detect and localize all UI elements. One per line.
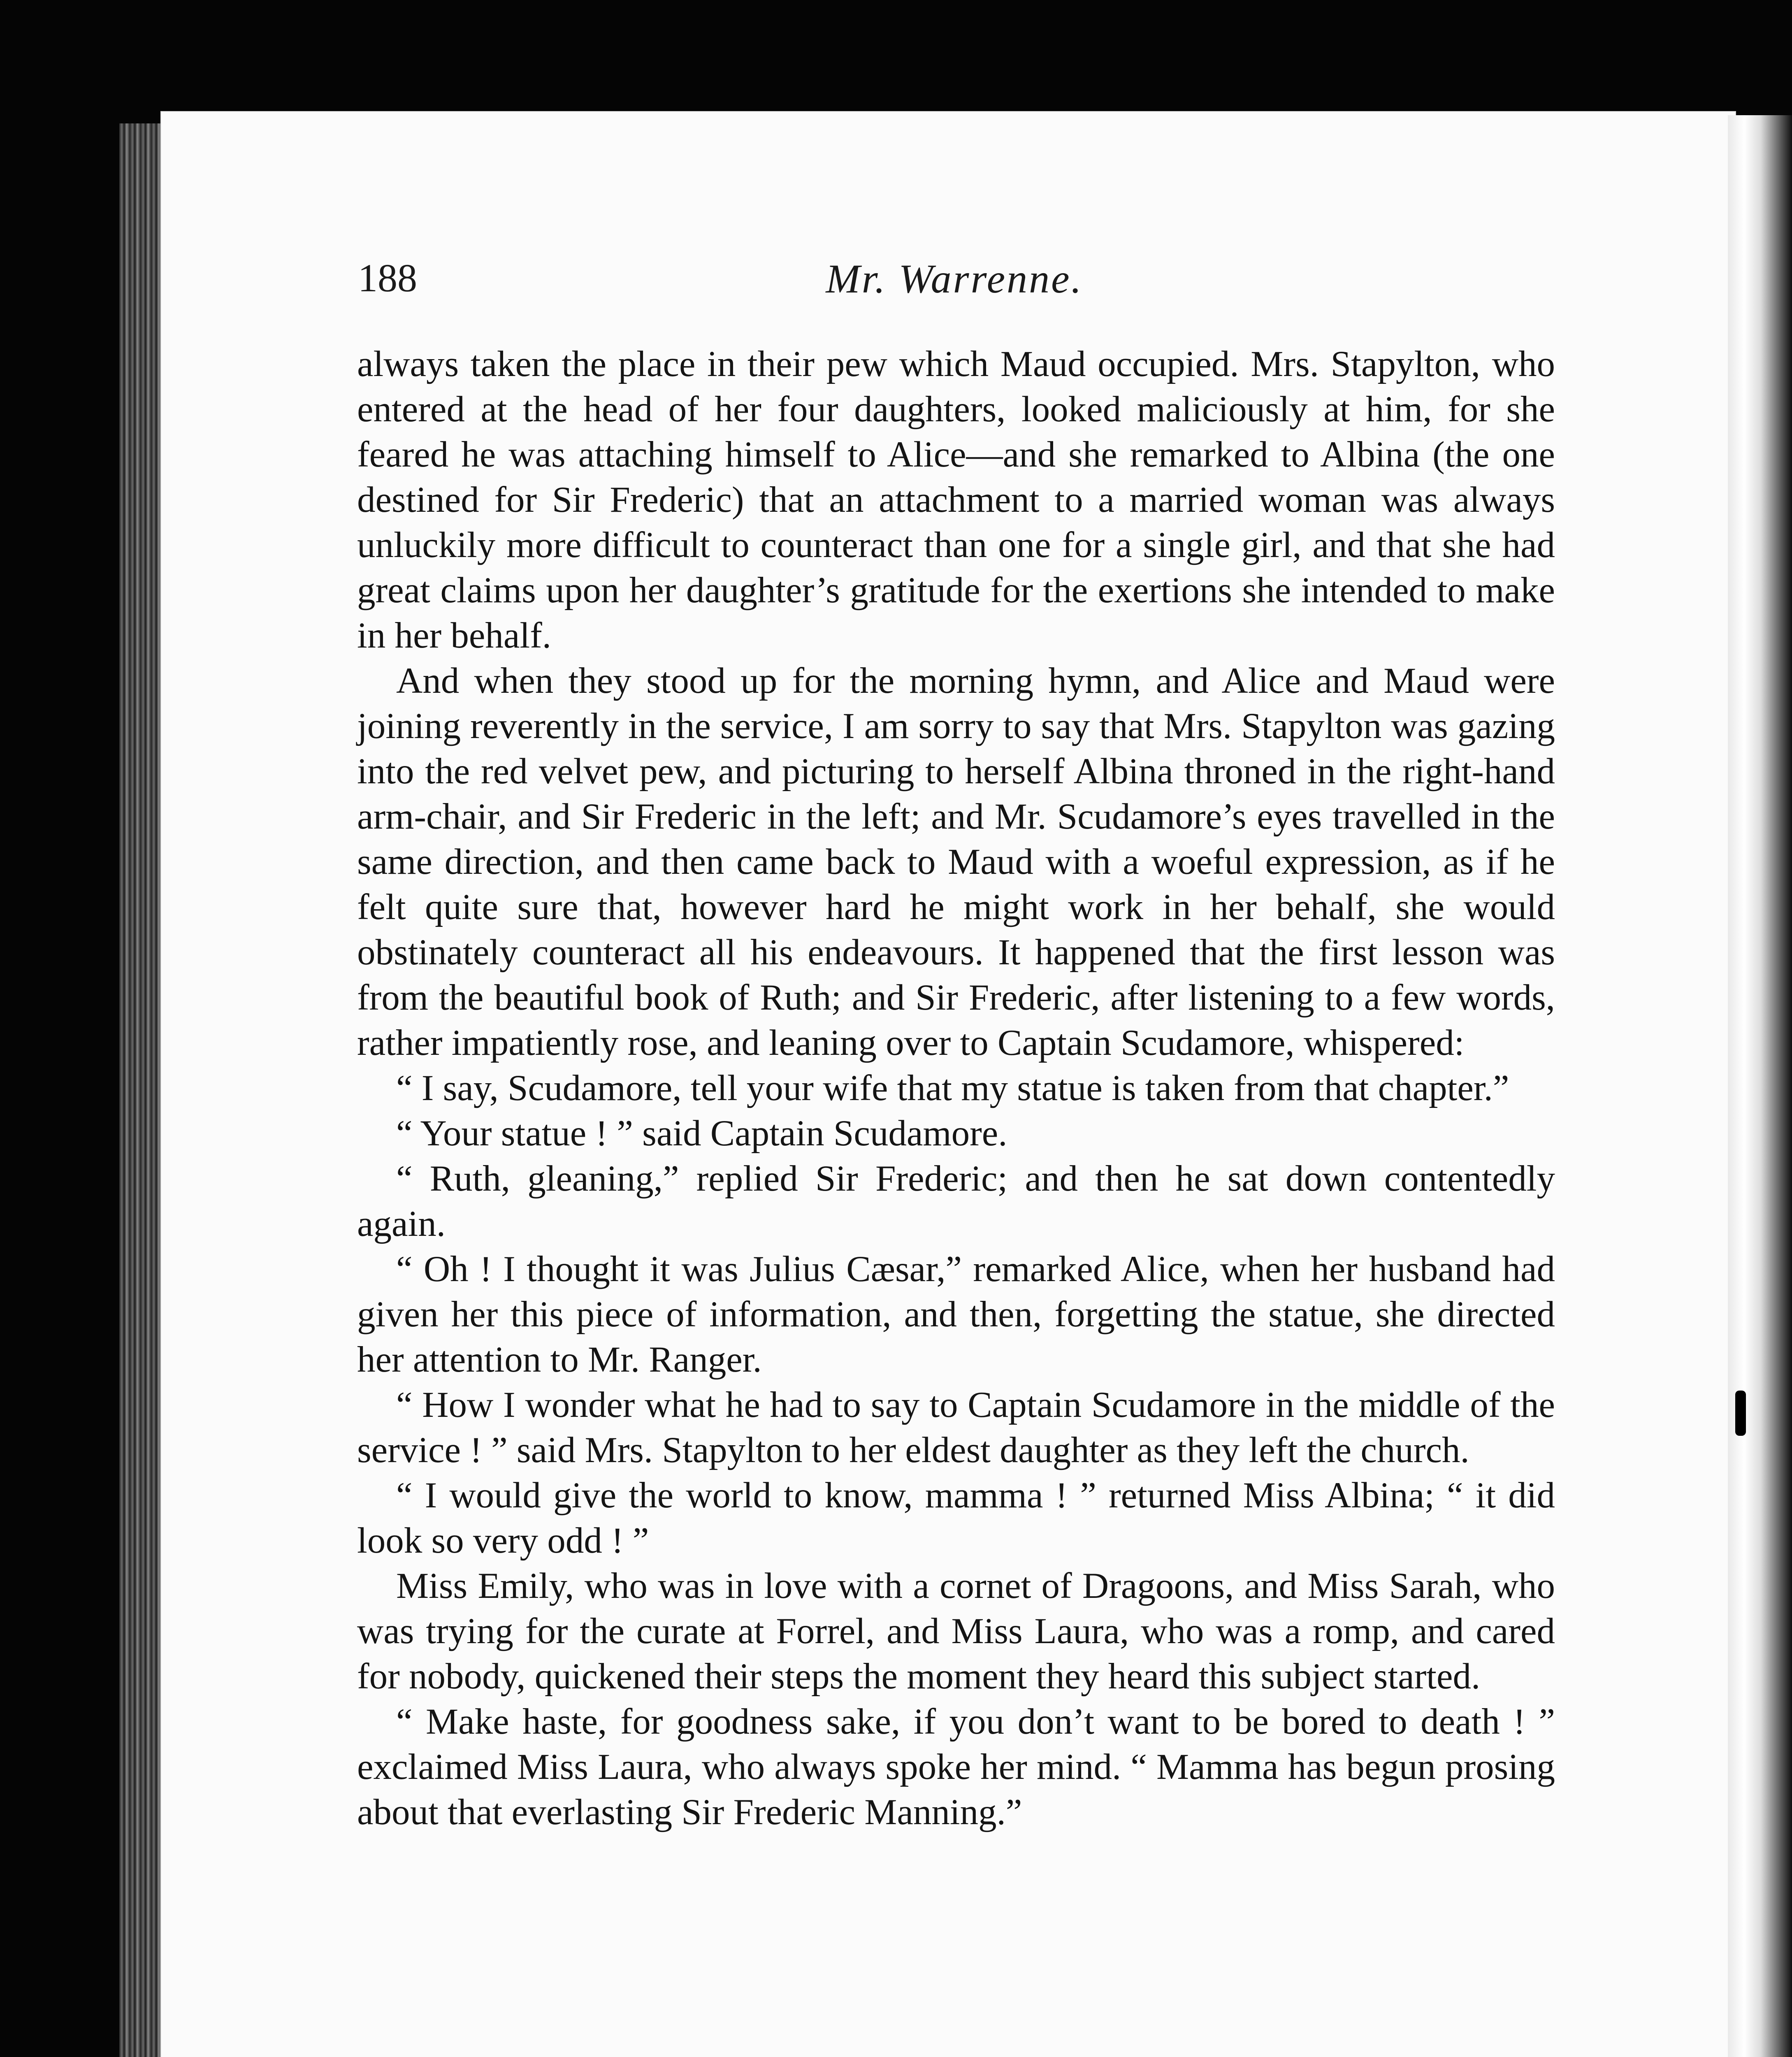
paragraph: “ I say, Scudamore, tell your wife that my statue is taken from that chapter.” — [396, 1068, 1509, 1108]
right-page-edge — [1728, 115, 1792, 2057]
paragraph: “ How I wonder what he had to say to Captain Scudamore in the middle of the service ! ” said Mrs. Stapylton to her eldest daughter as they left the church. — [357, 1385, 1555, 1470]
running-title: Mr. Warrenne. — [826, 256, 1083, 302]
paragraph: always taken the place in their pew which Maud occupied. Mrs. Stapylton, who entered at the head of her four daughters, looked maliciously at him, for she feared he was attaching himself to Alice—and she remarked to Albina (the one destined for Sir Frederic) that an attachment to a married woman was always unluckily more difficult to counteract than one for a single girl, and that she had great claims upon her daughter’s gratitude for the exertions she intended to make in her behalf. — [357, 344, 1555, 656]
paragraph: “ Make haste, for goodness sake, if you don’t want to be bored to death ! ” exclaimed Miss Laura, who always spoke her mind. “ Mamma has begun prosing about that everlasting Sir Frederic Manning.” — [357, 1702, 1555, 1832]
paragraph: “ I would give the world to know, mamma ! ” returned Miss Albina; “ it did look so very odd ! ” — [357, 1475, 1555, 1561]
edge-mark — [1735, 1391, 1746, 1436]
running-header — [358, 255, 1551, 304]
paragraph: “ Your statue ! ” said Captain Scudamore. — [396, 1113, 1007, 1154]
body-text — [357, 341, 1555, 1835]
page-number: 188 — [358, 256, 417, 300]
paragraph: And when they stood up for the morning hymn, and Alice and Maud were joining reverently in the service, I am sorry to say that Mrs. Stapylton was gazing into the red velvet pew, and picturing to herself Albina throned in the right-hand arm-chair, and Sir Frederic in the left; and Mr. Scudamore’s eyes travelled in the same direction, and then came back to Maud with a woeful expression, as if he felt quite sure that, however hard he might work in her behalf, she would obstinately counteract all his endeavours. It happened that the first lesson was from the beautiful book of Ruth; and Sir Frederic, after listening to a few words, rather impatiently rose, and leaning over to Captain Scudamore, whispered: — [357, 661, 1555, 1063]
paragraph: Miss Emily, who was in love with a cornet of Dragoons, and Miss Sarah, who was trying for the curate at Forrel, and Miss Laura, who was a romp, and cared for nobody, quickened their steps the moment they heard this subject started. — [357, 1566, 1555, 1697]
paragraph: “ Oh ! I thought it was Julius Cæsar,” remarked Alice, when her husband had given her this piece of information, and then, forgetting the statue, she directed her attention to Mr. Ranger. — [357, 1249, 1555, 1380]
page-edge-gutter — [119, 123, 165, 2057]
paragraph: “ Ruth, gleaning,” replied Sir Frederic; and then he sat down contentedly again. — [357, 1159, 1555, 1244]
